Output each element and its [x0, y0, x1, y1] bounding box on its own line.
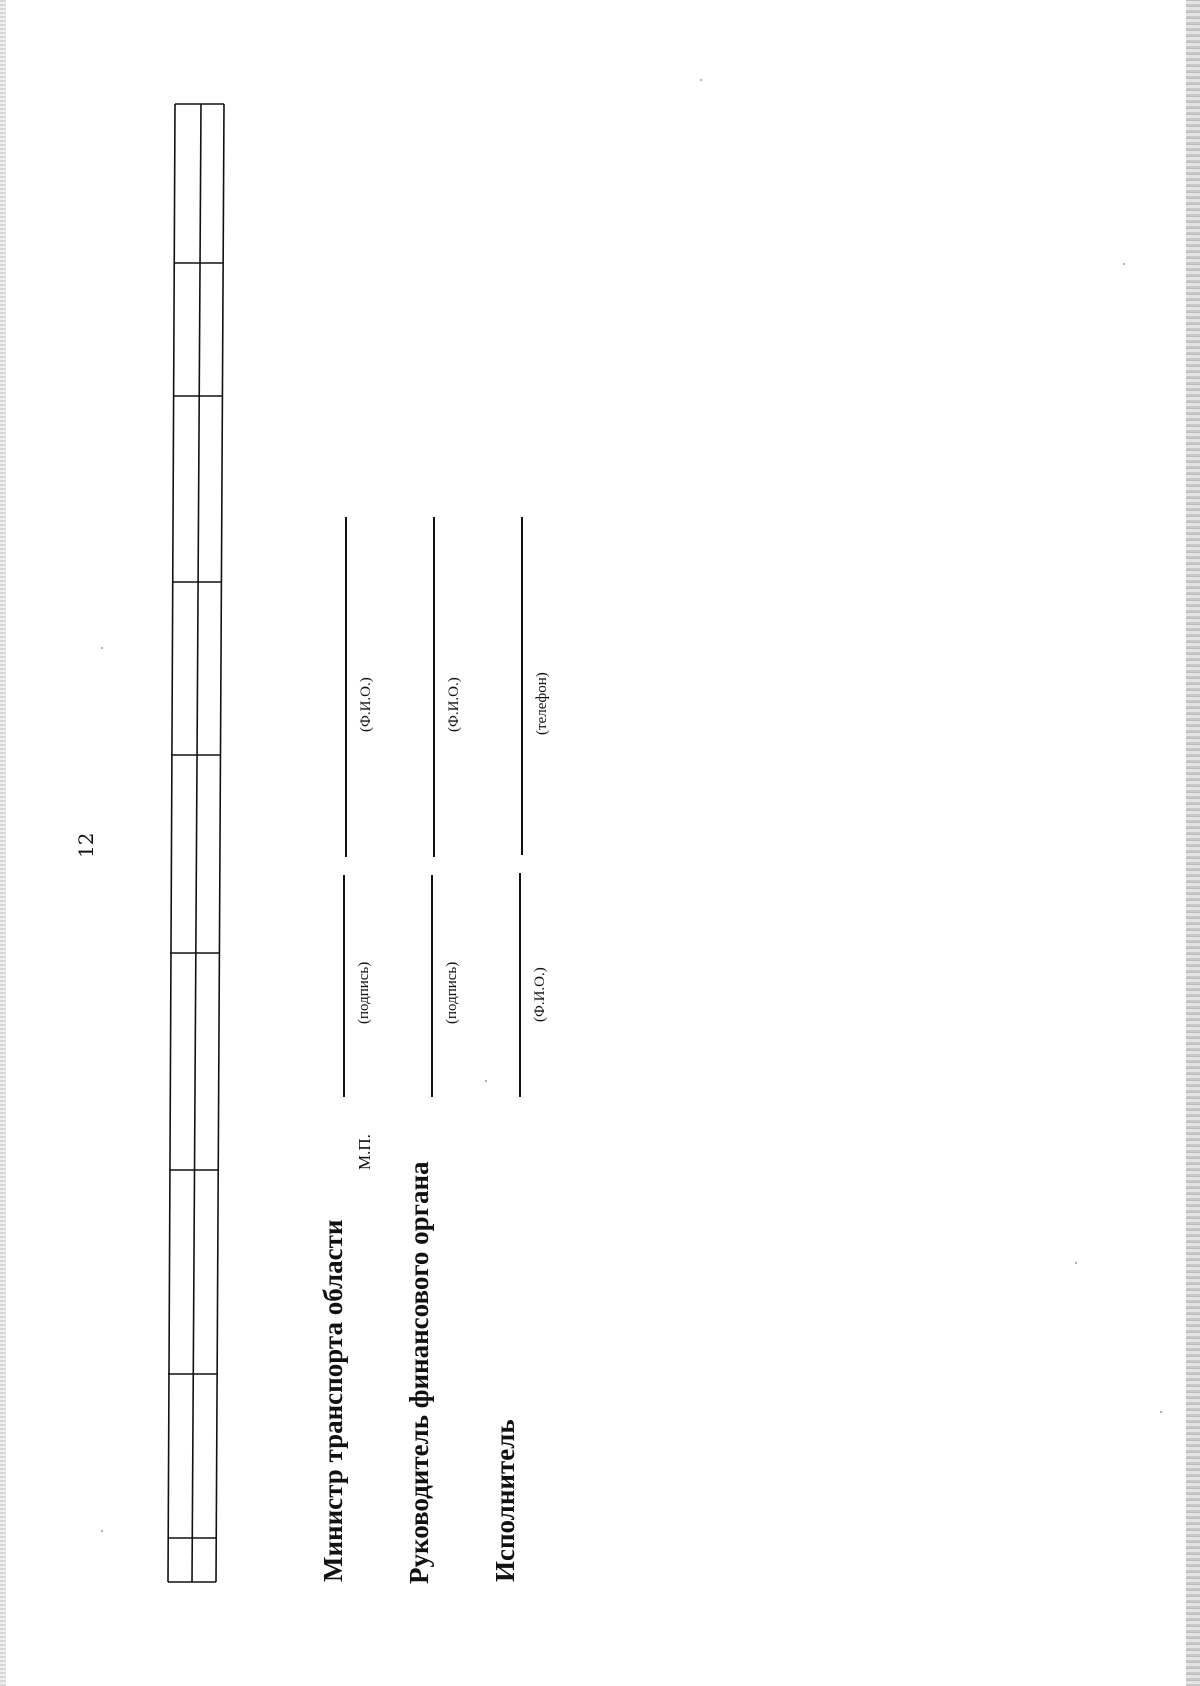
minister-title: Министр транспорта области: [318, 1219, 348, 1582]
executor-title: Исполнитель: [490, 1419, 520, 1582]
table-border-left: [168, 104, 175, 1582]
finance-head-name-caption: (Ф.И.О.): [446, 677, 462, 732]
finance-head-signature-caption: (подпись): [444, 961, 460, 1024]
executor-name-line: [519, 873, 521, 1097]
finance-head-signature-line: [431, 875, 433, 1097]
scan-speck: [1075, 1262, 1077, 1264]
finance-head-title: Руководитель финансового органа: [404, 1161, 434, 1584]
scan-speck: [101, 647, 103, 649]
scan-speck: [485, 1080, 487, 1082]
minister-name-line: [345, 517, 347, 857]
scan-speck: [1123, 263, 1125, 265]
table-border-right: [216, 104, 224, 1582]
minister-name-caption: (Ф.И.О.): [358, 677, 374, 732]
scan-speck: [101, 1530, 103, 1532]
executor-name-caption: (Ф.И.О.): [532, 967, 548, 1022]
minister-signature-line: [343, 875, 345, 1097]
scan-speck: [700, 79, 702, 81]
table-row-divider: [192, 104, 201, 1582]
seal-mark: М.П.: [355, 1134, 374, 1170]
minister-signature-caption: (подпись): [356, 961, 372, 1024]
executor-phone-caption: (телефон): [534, 672, 550, 735]
executor-phone-line: [521, 517, 523, 855]
finance-head-name-line: [433, 517, 435, 857]
scan-speck: [1160, 1411, 1162, 1413]
page-number: 12: [74, 832, 98, 858]
